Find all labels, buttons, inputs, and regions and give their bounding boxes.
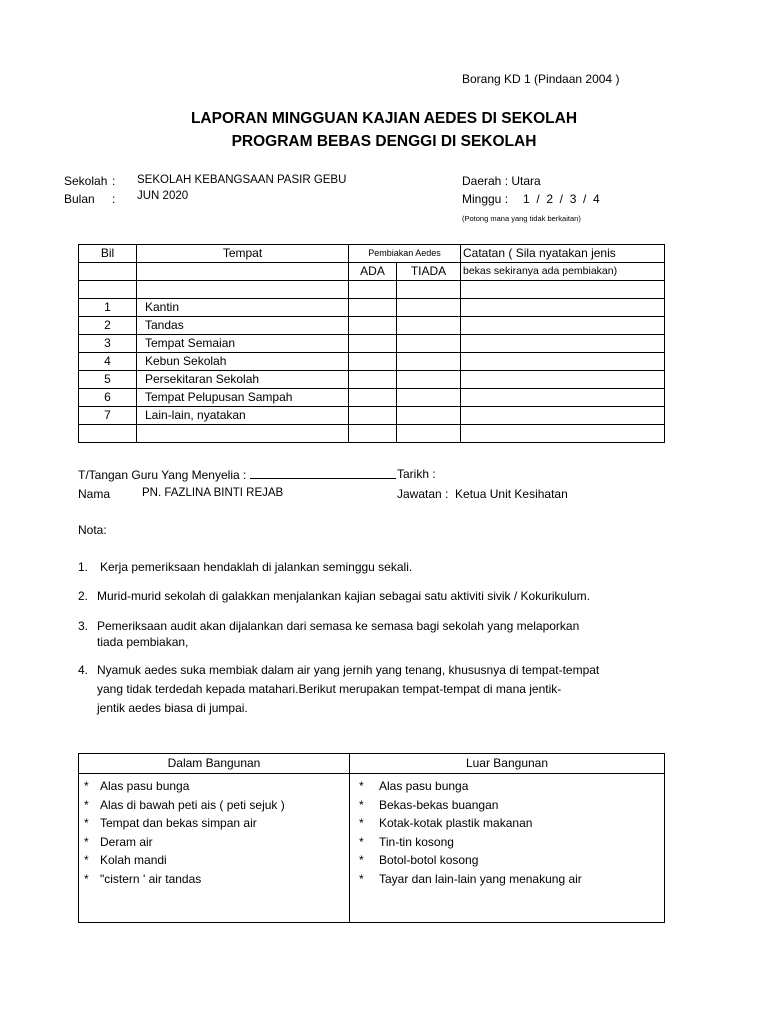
- list-item: * Tayar dan lain-lain yang menakung air: [359, 870, 663, 889]
- table-cell: [461, 281, 665, 299]
- nota-2-number: 2.: [78, 589, 89, 603]
- ada-cell[interactable]: [349, 371, 397, 389]
- table-row: [79, 335, 665, 353]
- row-tempat: Lain-lain, nyatakan: [137, 407, 349, 425]
- table-cell[interactable]: [397, 425, 461, 443]
- header-pembiakan: Pembiakan Aedes: [349, 245, 461, 263]
- nama-value: PN. FAZLINA BINTI REJAB: [142, 487, 284, 499]
- row-number: 7: [79, 407, 137, 425]
- tiada-cell[interactable]: [397, 407, 461, 425]
- catatan-cell[interactable]: [461, 299, 665, 317]
- daerah: Daerah : Utara: [462, 174, 541, 188]
- header-catatan-2: bekas sekiranya ada pembiakan): [461, 263, 665, 281]
- nota-3-number: 3.: [78, 619, 89, 633]
- table-row: [79, 299, 665, 317]
- catatan-cell[interactable]: [461, 335, 665, 353]
- header-luar-bangunan: Luar Bangunan: [350, 754, 665, 774]
- minggu-value: 1 / 2 / 3 / 4: [523, 192, 600, 206]
- header-tiada: TIADA: [397, 263, 461, 281]
- list-item: * Kotak-kotak plastik makanan: [359, 814, 663, 833]
- table-row: [79, 425, 665, 443]
- nota-3-line1: Pemeriksaan audit akan dijalankan dari semasa ke semasa bagi sekolah yang melaporkan: [97, 619, 580, 633]
- ttangan-label: T/Tangan Guru Yang Menyelia :: [78, 468, 247, 482]
- form-code: Borang KD 1 (Pindaan 2004 ): [462, 72, 620, 86]
- minggu-label: Minggu :: [462, 192, 509, 206]
- bulan-colon: :: [112, 192, 116, 206]
- tiada-cell[interactable]: [397, 353, 461, 371]
- bullet-star: *: [359, 816, 364, 830]
- catatan-cell[interactable]: [461, 353, 665, 371]
- sekolah-value: SEKOLAH KEBANGSAAN PASIR GEBU: [137, 174, 347, 186]
- table-cell: [397, 281, 461, 299]
- row-number: 5: [79, 371, 137, 389]
- list-item: * Deram air: [84, 833, 348, 852]
- breeding-body-row: [79, 774, 665, 923]
- sekolah-colon: :: [112, 174, 116, 188]
- table-cell: [79, 281, 137, 299]
- breeding-header-row: [79, 754, 665, 774]
- table-row: [79, 407, 665, 425]
- ada-cell[interactable]: [349, 317, 397, 335]
- table-cell: [137, 263, 349, 281]
- catatan-cell[interactable]: [461, 317, 665, 335]
- nota-1: Kerja pemeriksaan hendaklah di jalankan seminggu sekali.: [100, 560, 413, 574]
- sekolah-label: Sekolah: [64, 174, 108, 188]
- dalam-bangunan-cell: [79, 774, 350, 923]
- table-row: [79, 353, 665, 371]
- list-item: * Alas pasu bunga: [359, 777, 663, 796]
- nota-4-line3: jentik aedes biasa di jumpai.: [97, 701, 248, 715]
- tiada-cell[interactable]: [397, 335, 461, 353]
- table-cell[interactable]: [349, 425, 397, 443]
- bullet-star: *: [359, 853, 364, 867]
- list-item: * "cistern ' air tandas: [84, 870, 348, 889]
- nota-3-line2: tiada pembiakan,: [97, 635, 189, 649]
- potong-note: (Potong mana yang tidak berkaitan): [462, 214, 581, 223]
- bullet-star: *: [359, 871, 364, 886]
- bullet-star: *: [84, 871, 89, 886]
- list-item: * Botol-botol kosong: [359, 851, 663, 870]
- dalam-bangunan-list: [80, 775, 348, 888]
- catatan-cell[interactable]: [461, 371, 665, 389]
- nota-4-line2: yang tidak terdedah kepada matahari.Berikut merupakan tempat-tempat di mana jentik-: [97, 682, 562, 696]
- row-tempat: Kantin: [137, 299, 349, 317]
- nota-1-number: 1.: [78, 560, 89, 574]
- bullet-star: *: [84, 797, 89, 812]
- table-cell: [137, 281, 349, 299]
- table-cell: [79, 425, 137, 443]
- table-cell: [79, 263, 137, 281]
- row-tempat: Tandas: [137, 317, 349, 335]
- ada-cell[interactable]: [349, 299, 397, 317]
- list-item: * Alas di bawah peti ais ( peti sejuk ): [84, 796, 348, 815]
- list-item: * Kolah mandi: [84, 851, 348, 870]
- row-number: 2: [79, 317, 137, 335]
- row-number: 4: [79, 353, 137, 371]
- program-title: PROGRAM BEBAS DENGGI DI SEKOLAH: [231, 133, 537, 150]
- row-number: 6: [79, 389, 137, 407]
- list-item: * Tin-tin kosong: [359, 833, 663, 852]
- signature-line[interactable]: [250, 467, 396, 479]
- nota-2: Murid-murid sekolah di galakkan menjalankan kajian sebagai satu aktiviti sivik / Kokurikulum.: [97, 589, 590, 603]
- nama-label: Nama: [78, 487, 111, 501]
- table-row: [79, 389, 665, 407]
- table-row: [79, 317, 665, 335]
- luar-bangunan-list: [351, 775, 663, 888]
- tiada-cell[interactable]: [397, 299, 461, 317]
- row-tempat: Persekitaran Sekolah: [137, 371, 349, 389]
- row-tempat: Kebun Sekolah: [137, 353, 349, 371]
- row-tempat: Tempat Semaian: [137, 335, 349, 353]
- tiada-cell[interactable]: [397, 389, 461, 407]
- list-item: * Alas pasu bunga: [84, 777, 348, 796]
- header-catatan: Catatan ( Sila nyatakan jenis: [461, 245, 665, 263]
- bullet-star: *: [84, 779, 89, 793]
- tiada-cell[interactable]: [397, 371, 461, 389]
- report-title: LAPORAN MINGGUAN KAJIAN AEDES DI SEKOLAH: [190, 110, 578, 127]
- table-row: [79, 371, 665, 389]
- catatan-cell[interactable]: [461, 407, 665, 425]
- header-ada: ADA: [349, 263, 397, 281]
- nota-4-line1: Nyamuk aedes suka membiak dalam air yang jernih yang tenang, khususnya di tempat-tempat: [97, 663, 600, 677]
- table-row: [79, 281, 665, 299]
- ada-cell[interactable]: [349, 335, 397, 353]
- bulan-label: Bulan: [64, 192, 95, 206]
- header-bil: Bil: [79, 245, 137, 263]
- jawatan: Jawatan : Ketua Unit Kesihatan: [397, 487, 568, 501]
- bullet-star: *: [84, 853, 89, 867]
- list-item: * Bekas-bekas buangan: [359, 796, 663, 815]
- bullet-star: *: [84, 816, 89, 830]
- list-item: * Tempat dan bekas simpan air: [84, 814, 348, 833]
- ada-cell[interactable]: [349, 389, 397, 407]
- bullet-star: *: [359, 797, 364, 812]
- table-cell: [349, 281, 397, 299]
- nota-4-number: 4.: [78, 663, 89, 677]
- signature-row: [78, 467, 396, 482]
- tarikh-label: Tarikh :: [397, 467, 436, 481]
- table-subheader-row: [79, 263, 665, 281]
- aedes-survey-table: [78, 244, 665, 443]
- row-number: 3: [79, 335, 137, 353]
- ada-cell[interactable]: [349, 407, 397, 425]
- bullet-star: *: [359, 834, 364, 849]
- bulan-value: JUN 2020: [137, 190, 189, 202]
- tiada-cell[interactable]: [397, 317, 461, 335]
- catatan-cell[interactable]: [461, 389, 665, 407]
- table-header-row: [79, 245, 665, 263]
- table-cell[interactable]: [137, 425, 349, 443]
- header-tempat: Tempat: [137, 245, 349, 263]
- row-tempat: Tempat Pelupusan Sampah: [137, 389, 349, 407]
- ada-cell[interactable]: [349, 353, 397, 371]
- row-number: 1: [79, 299, 137, 317]
- table-cell[interactable]: [461, 425, 665, 443]
- breeding-places-table: [78, 753, 665, 923]
- bullet-star: *: [84, 834, 89, 849]
- luar-bangunan-cell: [350, 774, 665, 923]
- header-dalam-bangunan: Dalam Bangunan: [79, 754, 350, 774]
- bullet-star: *: [359, 779, 364, 793]
- nota-label: Nota:: [78, 523, 107, 537]
